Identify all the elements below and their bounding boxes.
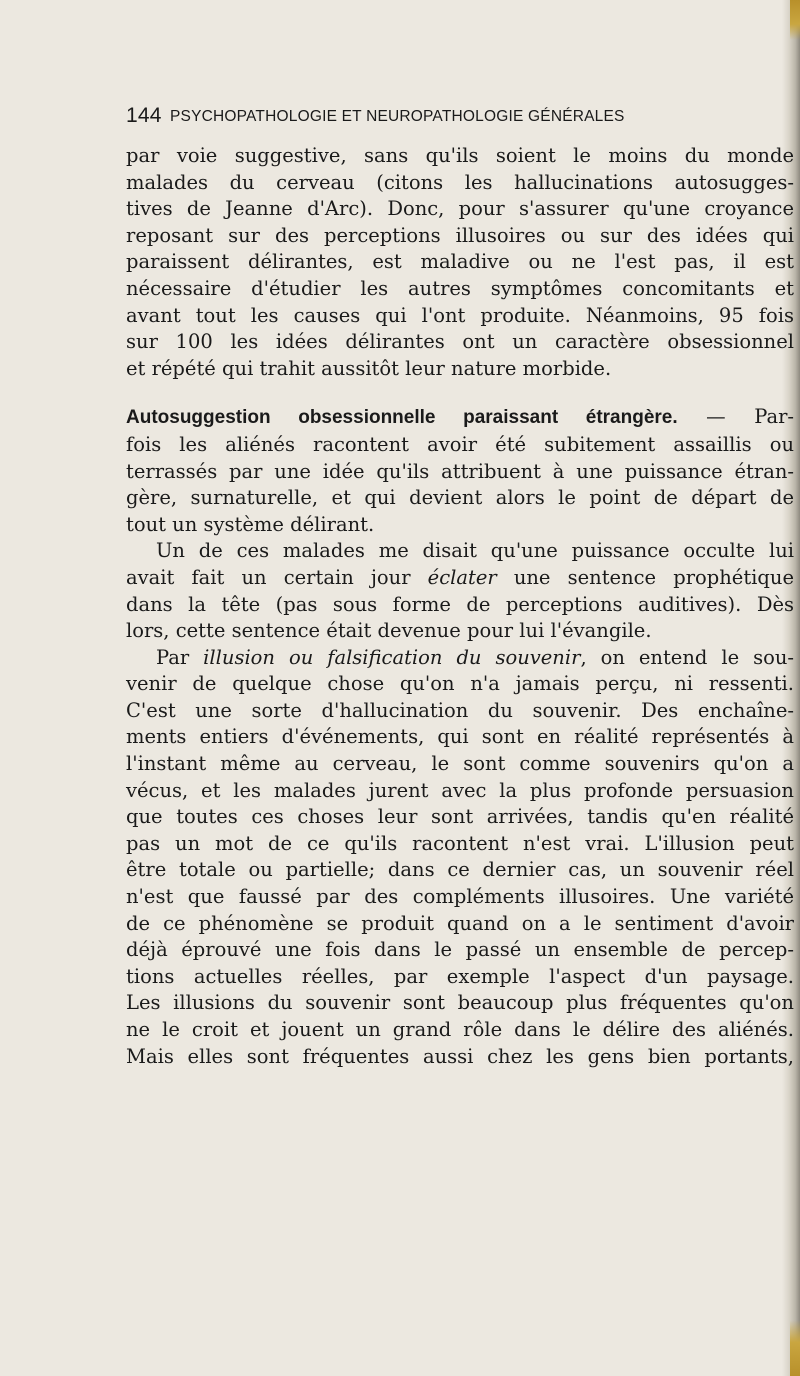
- paragraph: [126, 143, 794, 382]
- section-spacer: [126, 382, 794, 404]
- text-line: que toutes ces choses leur sont arrivées, tandis qu'en réalité: [126, 805, 794, 829]
- running-title: PSYCHOPATHOLOGIE ET NEUROPATHOLOGIE GÉNÉRALES: [170, 108, 625, 125]
- text-line: n'est que faussé par des compléments illusoires. Une variété: [126, 885, 794, 909]
- text-line: l'instant même au cerveau, le sont comme souvenirs qu'on a: [126, 752, 794, 776]
- text-line: Un de ces malades me disait qu'une puissance occulte lui: [156, 539, 794, 563]
- text-line: gère, surnaturelle, et qui devient alors le point de départ de: [126, 486, 794, 510]
- section-heading-tail: — Par-: [677, 405, 794, 429]
- text-line: de ce phénomène se produit quand on a le sentiment d'avoir: [126, 911, 794, 935]
- text-run: une sentence prophétique: [496, 565, 794, 589]
- running-header: [126, 104, 706, 134]
- text-line: venir de quelque chose qu'on n'a jamais perçu, ni ressenti.: [126, 672, 794, 696]
- text-line: fois les aliénés racontent avoir été subitement assaillis ou: [126, 432, 794, 456]
- text-line: déjà éprouvé une fois dans le passé un ensemble de percep-: [126, 938, 794, 962]
- text-line: tout un système délirant.: [126, 512, 375, 536]
- section-first-line: [126, 404, 794, 432]
- text-line: [126, 645, 794, 672]
- text-line: dans la tête (pas sous forme de perceptions auditives). Dès: [126, 592, 794, 616]
- text-line: malades du cerveau (citons les hallucinations autosugges-: [126, 170, 794, 194]
- text-run: Par: [156, 645, 204, 669]
- page-number: 144: [126, 104, 162, 127]
- paragraph: [126, 645, 794, 1071]
- text-line: paraissent délirantes, est maladive ou ne l'est pas, il est: [126, 250, 794, 274]
- italic-term: éclater: [427, 565, 497, 589]
- text-line: Mais elles sont fréquentes aussi chez les gens bien portants,: [126, 1044, 794, 1068]
- paragraph: [126, 538, 794, 644]
- text-line: pas un mot de ce qu'ils racontent n'est vrai. L'illusion peut: [126, 831, 794, 855]
- text-run: , on entend le sou-: [580, 645, 795, 669]
- section-paragraph: [126, 404, 794, 538]
- text-line: être totale ou partielle; dans ce dernier cas, un souvenir réel: [126, 858, 794, 882]
- text-line: [126, 565, 794, 592]
- page-edge-stain-bottom: [790, 1320, 800, 1376]
- page-edge-stain-top: [790, 0, 800, 40]
- text-line: vécus, et les malades jurent avec la plus profonde persuasion: [126, 778, 794, 802]
- text-line: ne le croit et jouent un grand rôle dans le délire des aliénés.: [126, 1018, 794, 1041]
- text-line: tions actuelles réelles, par exemple l'aspect d'un paysage.: [126, 964, 794, 988]
- text-line: avant tout les causes qui l'ont produite. Néanmoins, 95 fois: [126, 303, 794, 327]
- text-run: avait fait un certain jour: [126, 565, 428, 589]
- text-line: sur 100 les idées délirantes ont un caractère obsessionnel: [126, 330, 794, 354]
- text-line: terrassés par une idée qu'ils attribuent à une puissance étran-: [126, 459, 794, 483]
- text-line: nécessaire d'étudier les autres symptômes concomitants et: [126, 276, 794, 300]
- text-line: par voie suggestive, sans qu'ils soient le moins du monde: [126, 144, 794, 167]
- text-line: ments entiers d'événements, qui sont en réalité représentés à: [126, 725, 794, 749]
- text-line: et répété qui trahit aussitôt leur nature morbide.: [126, 356, 612, 380]
- section-heading: Autosuggestion obsessionnelle paraissant étrangère.: [126, 407, 678, 429]
- text-line: tives de Jeanne d'Arc). Donc, pour s'assurer qu'une croyance: [126, 197, 794, 221]
- text-line: lors, cette sentence était devenue pour lui l'évangile.: [126, 619, 652, 643]
- text-line: reposant sur des perceptions illusoires ou sur des idées qui: [126, 223, 794, 247]
- text-line: Les illusions du souvenir sont beaucoup plus fréquentes qu'on: [126, 991, 794, 1015]
- italic-term: illusion ou falsification du souvenir: [203, 645, 581, 669]
- text-line: C'est une sorte d'hallucination du souvenir. Des enchaîne-: [126, 698, 794, 722]
- body-text: [126, 143, 794, 1070]
